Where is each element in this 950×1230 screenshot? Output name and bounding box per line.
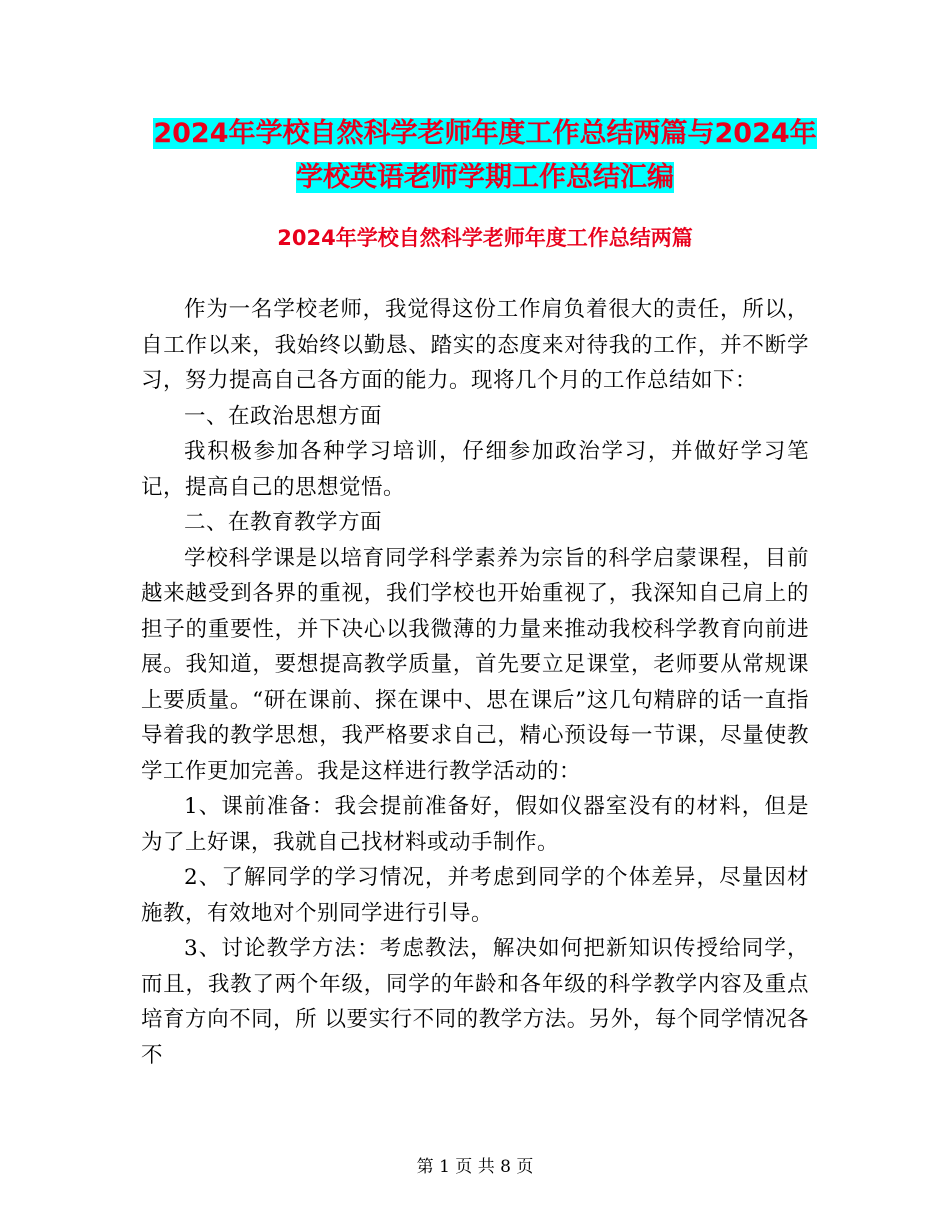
document-body (141, 292, 809, 1073)
list-item-teaching-methods: 3、讨论教学方法：考虑教法，解决如何把新知识传授给同学，而且，我教了两个年级，同学的年龄和各年级的科学教学内容及重点培育方向不同，所 以要实行不同的教学方法。另外，每个同学情况各不 (141, 936, 809, 1068)
heading-political-thought: 一、在政治思想方面 (184, 403, 383, 429)
heading-teaching: 二、在教育教学方面 (184, 510, 383, 535)
section-title: 2024年学校自然科学老师年度工作总结两篇 (277, 226, 693, 250)
document-main-title (140, 112, 830, 200)
list-item-preparation: 1、课前准备：我会提前准备好，假如仪器室没有的材料，但是为了上好课，我就自己找材料或动手制作。 (141, 794, 809, 855)
list-item-student-situation: 2、了解同学的学习情况，并考虑到同学的个体差异，尽量因材施教，有效地对个别同学进行引导。 (141, 865, 809, 926)
paragraph-teaching: 学校科学课是以培育同学科学素养为宗旨的科学启蒙课程，目前越来越受到各界的重视，我们学校也开始重视了，我深知自己肩上的担子的重要性，并下决心以我微薄的力量来推动我校科学教育向前进展。我知道，要想提高教学质量，首先要立足课堂，老师要从常规课上要质量。“研在课前、探在课中、思在课后”这几句精辟的话一直指导着我的教学思想，我严格要求自己，精心预设每一节课，尽量使教学工作更加完善。我是这样进行教学活动的： (141, 545, 809, 784)
title-highlight: 2024年学校自然科学老师年度工作总结两篇与2024年学校英语老师学期工作总结汇编 (153, 118, 817, 193)
paragraph-intro: 作为一名学校老师，我觉得这份工作肩负着很大的责任，所以，自工作以来，我始终以勤恳、踏实的态度来对待我的工作，并不断学习，努力提高自己各方面的能力。现将几个月的工作总结如下： (141, 297, 809, 393)
page-number-footer: 第 1 页 共 8 页 (416, 1157, 534, 1177)
paragraph-political-thought: 我积极参加各种学习培训，仔细参加政治学习，并做好学习笔记，提高自己的思想觉悟。 (141, 439, 809, 500)
